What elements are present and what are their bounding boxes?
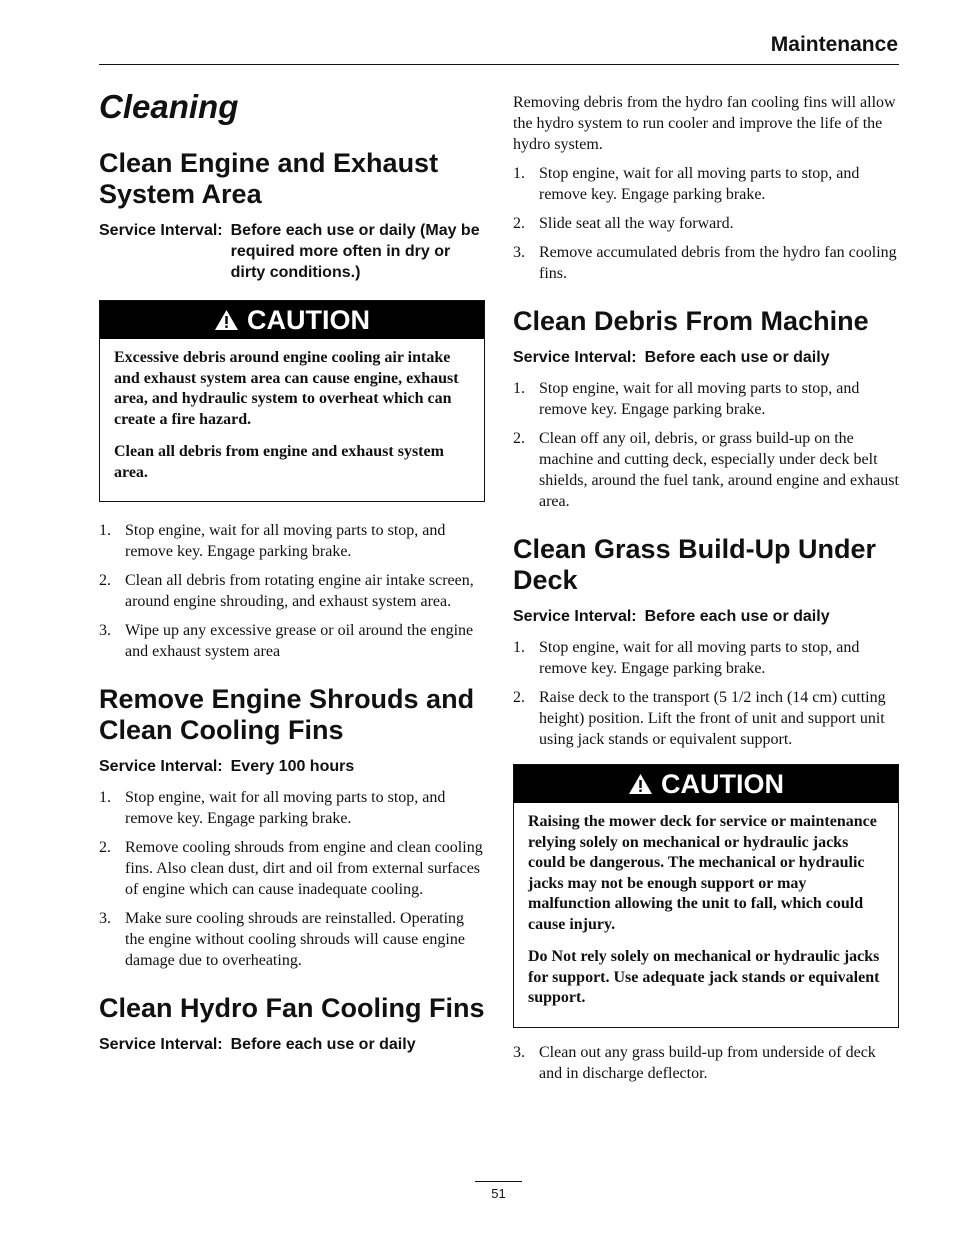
service-interval-value: Before each use or daily — [644, 608, 830, 625]
service-interval-label: Service Interval: — [99, 222, 223, 239]
list-item: 1. Stop engine, wait for all moving parts to stop, and remove key. Engage parking brake. — [513, 380, 860, 418]
section-heading-engine-exhaust: Clean Engine and Exhaust System Area — [99, 148, 439, 209]
caution-text: Excessive debris around engine cooling air intake and exhaust system area can cause engine, exhaust area, and hydraulic system to overheat which can create a fire hazard. — [114, 349, 459, 428]
step-list — [99, 520, 485, 662]
caution-banner — [514, 765, 898, 803]
caution-body — [514, 803, 898, 1027]
service-interval — [513, 606, 899, 627]
section-heading-engine-shrouds: Remove Engine Shrouds and Clean Cooling Fins — [99, 684, 475, 745]
section-heading-debris-machine: Clean Debris From Machine — [513, 306, 869, 336]
list-item: 3. Make sure cooling shrouds are reinstalled. Operating the engine without cooling shrouds will cause engine damage due to overheating. — [99, 910, 465, 969]
list-item: 2. Remove cooling shrouds from engine and clean cooling fins. Also clean dust, dirt and oil from external surfaces of engine which can cause inadequate cooling. — [99, 839, 483, 898]
list-item: 1. Stop engine, wait for all moving parts to stop, and remove key. Engage parking brake. — [513, 165, 860, 203]
caution-text: Raising the mower deck for service or maintenance relying solely on mechanical or hydraulic jacks could be dangerous. The mechanical or hydraulic jacks may not be enough support or may malfunction allowing the unit to fall, which could cause injury. — [528, 813, 877, 933]
step-list — [99, 787, 485, 971]
list-item: 1. Stop engine, wait for all moving parts to stop, and remove key. Engage parking brake. — [99, 789, 446, 827]
service-interval-value: Before each use or daily — [644, 349, 830, 366]
service-interval-label: Service Interval: — [513, 349, 637, 366]
list-item: 2. Slide seat all the way forward. — [513, 215, 734, 232]
step-list — [513, 637, 899, 750]
caution-box — [513, 764, 899, 1028]
page-number: 51 — [491, 1186, 506, 1201]
header-rule — [99, 64, 899, 65]
caution-text: Clean all debris from engine and exhaust system area. — [114, 443, 444, 481]
list-item: 1. Stop engine, wait for all moving parts to stop, and remove key. Engage parking brake. — [99, 522, 446, 560]
list-item: 2. Clean all debris from rotating engine air intake screen, around engine shrouding, and exhaust system area. — [99, 572, 474, 610]
service-interval-value: Every 100 hours — [230, 758, 355, 775]
service-interval-value: Before each use or daily (May be required more often in dry or dirty conditions.) — [230, 222, 480, 281]
caution-box — [99, 300, 485, 502]
page-title: Cleaning — [99, 88, 239, 125]
service-interval — [99, 756, 485, 777]
service-interval — [99, 220, 485, 283]
left-column — [99, 88, 485, 1065]
right-column — [513, 92, 899, 1092]
section-heading-hydro-fan: Clean Hydro Fan Cooling Fins — [99, 993, 485, 1023]
service-interval-label: Service Interval: — [513, 608, 637, 625]
caution-banner — [100, 301, 484, 339]
section-heading-grass-buildup: Clean Grass Build-Up Under Deck — [513, 534, 877, 595]
caution-label: CAUTION — [661, 768, 784, 799]
caution-body — [100, 339, 484, 501]
running-header: Maintenance — [770, 33, 898, 56]
warning-triangle-icon — [214, 309, 239, 331]
list-item: 3. Wipe up any excessive grease or oil around the engine and exhaust system area — [99, 622, 474, 660]
list-item: 2. Raise deck to the transport (5 1/2 inch (14 cm) cutting height) position. Lift the front of unit and support unit using jack stands or equivalent support. — [513, 689, 886, 748]
step-list — [513, 163, 899, 284]
list-item: 1. Stop engine, wait for all moving parts to stop, and remove key. Engage parking brake. — [513, 639, 860, 677]
hydro-fan-intro: Removing debris from the hydro fan cooling fins will allow the hydro system to run cooler and improve the life of the hydro system. — [513, 94, 896, 153]
step-list — [513, 378, 899, 512]
service-interval-label: Service Interval: — [99, 758, 223, 775]
list-item: 3. Remove accumulated debris from the hydro fan cooling fins. — [513, 244, 897, 282]
service-interval — [99, 1034, 485, 1055]
service-interval — [513, 347, 899, 368]
step-list — [513, 1042, 899, 1084]
list-item: 3. Clean out any grass build-up from underside of deck and in discharge deflector. — [513, 1043, 876, 1082]
caution-label: CAUTION — [247, 304, 370, 335]
caution-text: Do Not rely solely on mechanical or hydraulic jacks for support. Use adequate jack stands or equivalent support. — [528, 948, 880, 1006]
list-item: 2. Clean off any oil, debris, or grass build-up on the machine and cutting deck, especially under deck belt shields, around the fuel tank, around engine and exhaust area. — [513, 430, 899, 510]
warning-triangle-icon — [628, 773, 653, 795]
service-interval-label: Service Interval: — [99, 1036, 223, 1053]
footer-rule — [475, 1181, 522, 1182]
service-interval-value: Before each use or daily — [230, 1036, 416, 1053]
